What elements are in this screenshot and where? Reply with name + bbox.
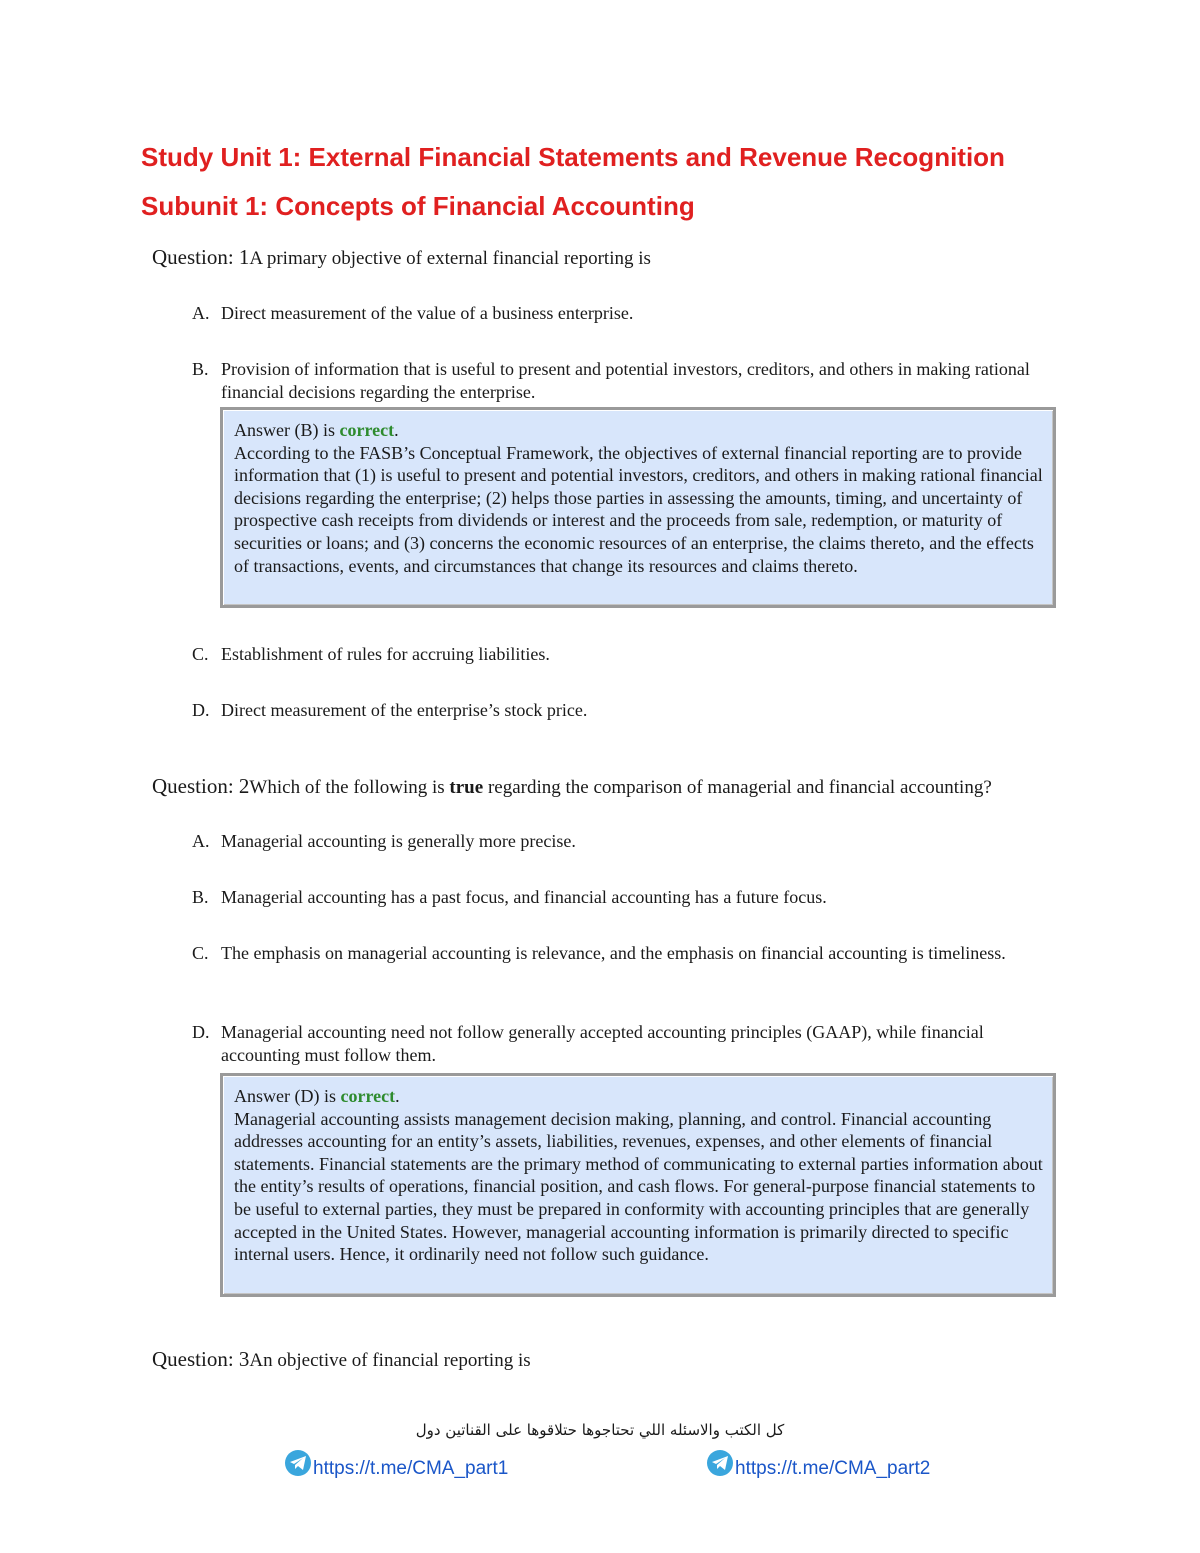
- question-stem: An objective of financial reporting is: [249, 1350, 531, 1371]
- subunit-title: Subunit 1: Concepts of Financial Accounting: [141, 191, 695, 221]
- question-label: Question: 3: [152, 1347, 250, 1371]
- answer-suffix: .: [395, 1086, 400, 1106]
- answer-explanation-box: [220, 407, 1056, 608]
- question-label: Question: 2: [152, 774, 250, 798]
- question-stem: A primary objective of external financial reporting is: [249, 248, 651, 269]
- option-text: Managerial accounting is generally more precise.: [221, 831, 576, 851]
- link-text: https://t.me/CMA_part2: [735, 1458, 931, 1479]
- question-label: Question: 1: [152, 245, 250, 269]
- question-1-option-b[interactable]: [192, 358, 1062, 404]
- question-3: [152, 1347, 531, 1372]
- question-stem-after: regarding the comparison of managerial and financial accounting?: [483, 777, 992, 798]
- option-letter: A.: [192, 831, 210, 851]
- question-1-option-d[interactable]: [192, 699, 1062, 722]
- question-stem-bold: true: [449, 777, 484, 798]
- question-2-option-d[interactable]: [192, 1021, 1062, 1067]
- question-stem-before: Which of the following is: [249, 777, 450, 798]
- option-text: The emphasis on managerial accounting is relevance, and the emphasis on financial accounting is timeliness.: [221, 943, 1006, 963]
- option-text: Provision of information that is useful to present and potential investors, creditors, and others in making rational financial decisions regarding the enterprise.: [221, 359, 1030, 402]
- telegram-icon: [707, 1450, 733, 1476]
- option-letter: C.: [192, 644, 209, 664]
- option-text: Direct measurement of the value of a business enterprise.: [221, 303, 634, 323]
- question-2-option-b[interactable]: [192, 886, 1062, 909]
- answer-explanation: According to the FASB’s Conceptual Framework, the objectives of external financial reporting are to provide information that (1) is useful to present and potential investors, creditors, and others in making rational financial decisions regarding the enterprise; (2) helps those parties in assessing the amounts, timing, and uncertainty of prospective cash receipts from dividends or interest and the proceeds from sale, redemption, or maturity of securities or loans; and (3) concerns the economic resources of an enterprise, the claims thereto, and the effects of transactions, events, and circumstances that change its resources and claims thereto.: [234, 442, 1043, 576]
- telegram-icon: [285, 1450, 311, 1476]
- option-text: Managerial accounting has a past focus, and financial accounting has a future focus.: [221, 887, 827, 907]
- question-1-option-c[interactable]: [192, 643, 1062, 666]
- option-letter: C.: [192, 943, 209, 963]
- answer-verdict: [234, 1085, 1043, 1108]
- option-letter: D.: [192, 700, 210, 720]
- option-letter: D.: [192, 1022, 210, 1042]
- telegram-link-part2[interactable]: [707, 1456, 930, 1482]
- option-letter: B.: [192, 359, 209, 379]
- study-unit-title: Study Unit 1: External Financial Statements and Revenue Recognition: [141, 142, 1005, 172]
- question-2-option-a[interactable]: [192, 830, 1062, 853]
- option-letter: B.: [192, 887, 209, 907]
- question-1-option-a[interactable]: [192, 302, 1062, 325]
- question-2: [152, 774, 992, 799]
- answer-explanation-box: [220, 1073, 1056, 1297]
- option-text: Direct measurement of the enterprise’s stock price.: [221, 700, 588, 720]
- footer-note: كل الكتب والاسئله اللي تحتاجوها حتلاقوها على القناتين دول: [415, 1421, 785, 1439]
- question-2-option-c[interactable]: [192, 942, 1062, 965]
- answer-prefix: Answer (D) is: [234, 1086, 341, 1106]
- option-text: Establishment of rules for accruing liabilities.: [221, 644, 550, 664]
- option-text: Managerial accounting need not follow generally accepted accounting principles (GAAP), while financial accounting must follow them.: [221, 1022, 984, 1065]
- link-text: https://t.me/CMA_part1: [313, 1458, 509, 1479]
- telegram-link-part1[interactable]: [285, 1456, 508, 1482]
- question-1: [152, 245, 651, 270]
- answer-verdict: [234, 419, 1043, 442]
- option-letter: A.: [192, 303, 210, 323]
- answer-explanation: Managerial accounting assists management decision making, planning, and control. Financial accounting addresses accounting for an entity’s assets, liabilities, revenues, expenses, and other elements of financial statements. Financial statements are the primary method of communicating to external parties information about the entity’s results of operations, financial position, and cash flows. For general-purpose financial statements to be useful to external parties, they must be prepared in conformity with accounting principles that are generally accepted in the United States. However, managerial accounting information is primarily directed to specific internal users. Hence, it ordinarily need not follow such guidance.: [234, 1108, 1043, 1265]
- correct-label: correct: [339, 420, 395, 440]
- correct-label: correct: [340, 1086, 396, 1106]
- answer-suffix: .: [394, 420, 399, 440]
- answer-prefix: Answer (B) is: [234, 420, 340, 440]
